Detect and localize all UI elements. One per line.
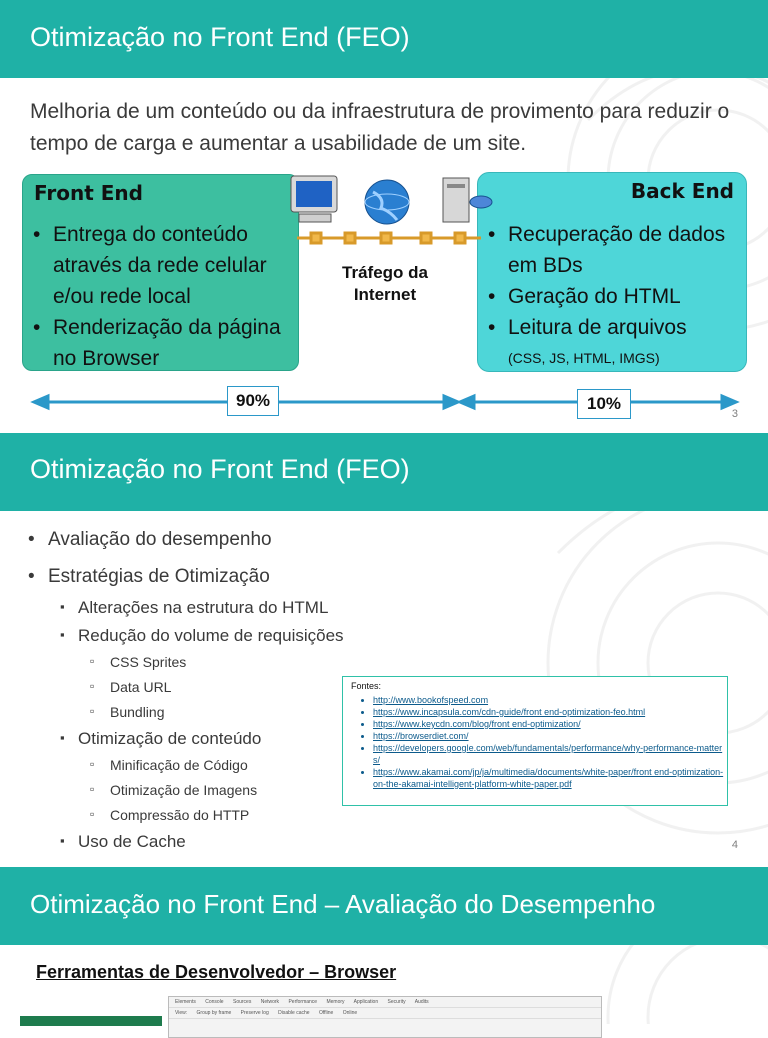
slide-3 bbox=[0, 0, 768, 430]
devtools-tab[interactable]: Audits bbox=[414, 999, 429, 1005]
sources-list bbox=[357, 694, 727, 790]
bullet-code-minification: ▫ Minificação de Código bbox=[110, 757, 248, 773]
devtools-tab[interactable]: Network bbox=[260, 999, 280, 1005]
devtools-tab[interactable]: Console bbox=[205, 999, 224, 1005]
back-end-list bbox=[484, 219, 742, 374]
slide-4-title: Otimização no Front End (FEO) bbox=[30, 454, 410, 484]
bullet-optimization-strategies: • Estratégias de Otimização bbox=[48, 566, 270, 588]
bullet-performance-eval: • Avaliação do desempenho bbox=[48, 529, 272, 551]
back-end-percent: 10% bbox=[577, 389, 631, 419]
back-end-title: Back End bbox=[630, 179, 734, 203]
computer-icon bbox=[291, 176, 337, 222]
page-number: 3 bbox=[731, 408, 738, 420]
source-link[interactable]: • https://www.incapsula.com/cdn-guide/front end-optimization-feo.html bbox=[373, 706, 727, 718]
browser-screenshot-green-strip bbox=[20, 1016, 162, 1026]
source-link[interactable]: • https://developers.google.com/web/fundamentals/performance/why-performance-matters/ bbox=[373, 742, 727, 766]
devtools-tab[interactable]: Memory bbox=[326, 999, 345, 1005]
globe-icon bbox=[365, 180, 409, 224]
bullet-http-compression: ▫ Compressão do HTTP bbox=[110, 807, 249, 823]
front-end-percent: 90% bbox=[227, 386, 279, 416]
bullet-data-url: ▫ Data URL bbox=[110, 679, 171, 695]
devtools-tab[interactable]: Sources bbox=[232, 999, 252, 1005]
devtools-tab[interactable]: Elements bbox=[175, 999, 196, 1005]
bullet-request-reduction: ▪ Redução do volume de requisições bbox=[78, 626, 344, 646]
back-end-note: (CSS, JS, HTML, IMGS) bbox=[508, 350, 660, 366]
bullet-html-structure: ▪ Alterações na estrutura do HTML bbox=[78, 598, 328, 618]
devtools-tab[interactable]: Security bbox=[387, 999, 406, 1005]
devtools-tab-bar bbox=[169, 997, 601, 1008]
slide-5-subtitle: Ferramentas de Desenvolvedor – Browser bbox=[36, 962, 397, 982]
slide-3-intro: Melhoria de um conteúdo ou da infraestrutura de provimento para reduzir o tempo de carga e aumentar a usabilidade de um site. bbox=[30, 100, 730, 155]
devtools-tab[interactable]: Application bbox=[353, 999, 379, 1005]
sources-box bbox=[342, 676, 728, 806]
front-end-box bbox=[22, 174, 299, 371]
devtools-option[interactable]: Offline bbox=[318, 1010, 334, 1016]
source-link[interactable]: • https://www.akamai.com/jp/ja/multimedia/documents/white-paper/front end-optimization-on-the-akamai-intelligent-platform-white-paper.pdf bbox=[373, 766, 727, 790]
page-number: 4 bbox=[731, 839, 738, 851]
source-link[interactable]: • https://www.keycdn.com/blog/front end-optimization/ bbox=[373, 718, 727, 730]
bullet-cache: ▪ Uso de Cache bbox=[78, 832, 186, 852]
slide-3-title: Otimização no Front End (FEO) bbox=[30, 22, 410, 52]
front-end-item: • Renderização da página no Browser bbox=[29, 312, 295, 374]
bullet-image-optimization: ▫ Otimização de Imagens bbox=[110, 782, 257, 798]
devtools-option[interactable]: Disable cache bbox=[278, 1010, 310, 1016]
back-end-box bbox=[477, 172, 747, 372]
slide-3-header bbox=[0, 0, 768, 78]
load-split-arrows bbox=[0, 388, 768, 418]
devtools-option[interactable]: Online bbox=[342, 1010, 358, 1016]
source-link[interactable]: • https://browserdiet.com/ bbox=[373, 730, 727, 742]
devtools-option[interactable]: Group by frame bbox=[196, 1010, 232, 1016]
devtools-option: View: bbox=[175, 1010, 188, 1016]
slide-5-header bbox=[0, 867, 768, 945]
bullet-css-sprites: ▫ CSS Sprites bbox=[110, 654, 186, 670]
devtools-screenshot bbox=[168, 996, 602, 1038]
slide-4-header bbox=[0, 433, 768, 511]
devtools-option[interactable]: Preserve log bbox=[240, 1010, 269, 1016]
front-end-title: Front End bbox=[34, 181, 143, 205]
server-icon bbox=[443, 178, 492, 222]
back-end-item: • Geração do HTML bbox=[484, 281, 742, 312]
network-traffic-label: Tráfego da Internet bbox=[342, 263, 428, 304]
back-end-item: • Recuperação de dados em BDs bbox=[484, 219, 742, 281]
front-end-list bbox=[29, 219, 295, 374]
devtools-tab[interactable]: Performance bbox=[288, 999, 318, 1005]
network-diagram bbox=[285, 172, 505, 252]
slide-5-title: Otimização no Front End – Avaliação do Desempenho bbox=[30, 889, 656, 919]
network-cable bbox=[297, 233, 481, 243]
bullet-content-optimization: ▪ Otimização de conteúdo bbox=[78, 729, 261, 749]
source-link[interactable]: • http://www.bookofspeed.com bbox=[373, 694, 727, 706]
front-end-item: • Entrega do conteúdo através da rede celular e/ou rede local bbox=[29, 219, 295, 312]
bullet-bundling: ▫ Bundling bbox=[110, 704, 165, 720]
devtools-options-bar bbox=[169, 1008, 601, 1019]
sources-title: Fontes: bbox=[351, 681, 382, 691]
back-end-item: • Leitura de arquivos bbox=[484, 312, 742, 343]
